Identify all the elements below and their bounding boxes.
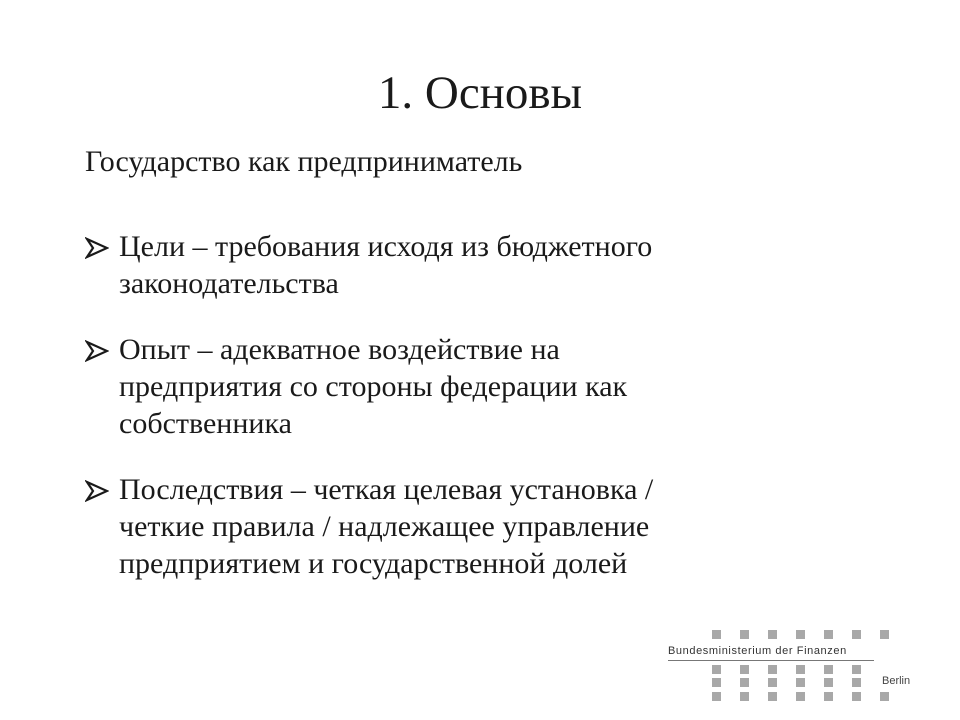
logo-divider xyxy=(668,660,874,661)
bullet-line: законодательства xyxy=(119,267,339,300)
bullet-line: собственника xyxy=(119,407,292,440)
ministry-logo xyxy=(668,630,930,720)
bullet-line: Опыт – адекватное воздействие на xyxy=(119,333,560,366)
arrow-bullet-icon xyxy=(85,480,109,502)
bullet-item xyxy=(85,471,845,582)
bullet-line: четкие правила / надлежащее управление xyxy=(119,510,650,543)
bullet-line: Последствия – четкая целевая установка / xyxy=(119,473,654,506)
bullet-item xyxy=(85,228,845,302)
slide-subtitle: Государство как предприниматель xyxy=(85,145,523,178)
ministry-name: Bundesministerium der Finanzen xyxy=(668,645,847,657)
arrow-bullet-icon xyxy=(85,340,109,362)
slide-title: 1. Основы xyxy=(377,67,583,119)
ministry-city: Berlin xyxy=(882,675,911,687)
bullet-item xyxy=(85,331,845,442)
bullet-list xyxy=(85,228,845,611)
bullet-line: предприятия со стороны федерации как xyxy=(119,370,628,403)
arrow-bullet-icon xyxy=(85,237,109,259)
bullet-line: Цели – требования исходя из бюджетного xyxy=(119,230,653,263)
bullet-line: предприятием и государственной долей xyxy=(119,547,628,580)
